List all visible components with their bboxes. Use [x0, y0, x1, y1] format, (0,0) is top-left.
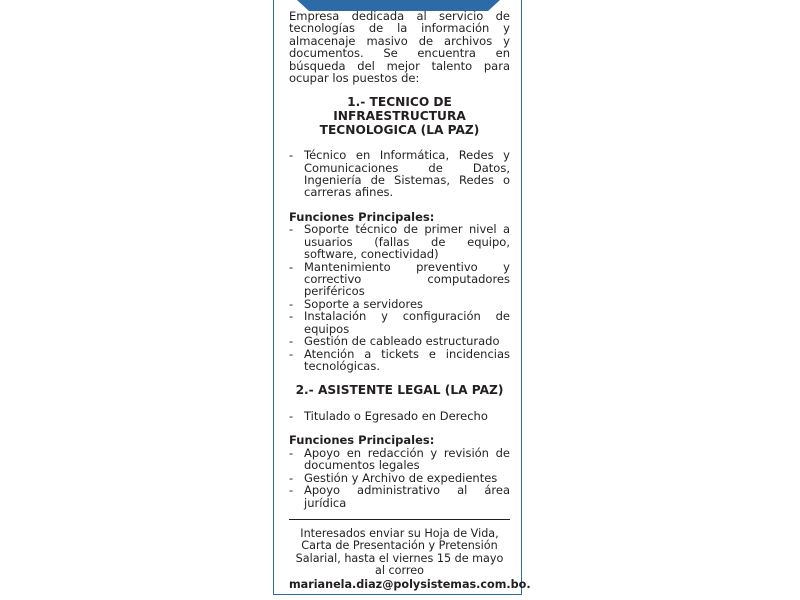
list-item: - Gestión de cableado estructurado	[289, 334, 500, 349]
position-1-requirements	[289, 149, 510, 199]
list-item: - Gestión y Archivo de expedientes	[289, 470, 498, 485]
position-2-functions	[289, 447, 510, 509]
dash-bullet: -	[289, 483, 294, 498]
list-item: - Soporte a servidores	[289, 296, 424, 311]
dash-bullet: -	[289, 346, 294, 361]
intro-text: Empresa dedicada al servicio de tecnologías de la información y almacenaje masivo de archivos y documentos. Se encuentra en búsqueda del mejor talento para ocupar los puestos de:	[289, 9, 510, 86]
dash-bullet: -	[289, 408, 294, 423]
job-ad-panel	[273, 0, 531, 595]
dash-bullet: -	[289, 148, 294, 163]
contact-email: marianela.diaz@polysistemas.com.bo.	[289, 577, 531, 591]
list-item: - Instalación y configuración de equipos	[289, 309, 510, 336]
list-item: - Titulado o Egresado en Derecho	[289, 408, 488, 423]
list-item: - Soporte técnico de primer nivel a usuarios (fallas de equipo, software, conectividad)	[289, 222, 510, 262]
position-1-title: 1.- TECNICO DE INFRAESTRUCTURA TECNOLOGICA (LA PAZ)	[319, 95, 480, 137]
position-1-functions	[289, 223, 510, 372]
dash-bullet: -	[289, 222, 294, 237]
dash-bullet: -	[289, 259, 294, 274]
list-item: - Atención a tickets e incidencias tecnológicas.	[289, 346, 510, 373]
position-1-functions-heading: Funciones Principales:	[289, 209, 435, 224]
dash-bullet: -	[289, 445, 294, 460]
ad-content	[289, 9, 531, 591]
list-item: - Apoyo en redacción y revisión de documentos legales	[289, 445, 510, 473]
position-2-title: 2.- ASISTENTE LEGAL (LA PAZ)	[295, 383, 504, 398]
closing-text: Interesados enviar su Hoja de Vida, Carta de Presentación y Pretensión Salarial, hasta el viernes 15 de mayo al correo	[295, 526, 504, 578]
dash-bullet: -	[289, 309, 294, 324]
list-item: - Mantenimiento preventivo y correctivo computadores periféricos	[289, 259, 510, 299]
list-item: - Técnico en Informática, Redes y Comunicaciones de Datos, Ingeniería de Sistemas, Redes o carreras afines.	[289, 148, 510, 200]
position-2-requirements	[289, 410, 510, 422]
dash-bullet: -	[289, 470, 294, 485]
dash-bullet: -	[289, 296, 294, 311]
position-2-functions-heading: Funciones Principales:	[289, 433, 435, 448]
dash-bullet: -	[289, 334, 294, 349]
list-item: - Apoyo administrativo al área jurídica	[289, 483, 510, 510]
divider	[289, 519, 510, 520]
